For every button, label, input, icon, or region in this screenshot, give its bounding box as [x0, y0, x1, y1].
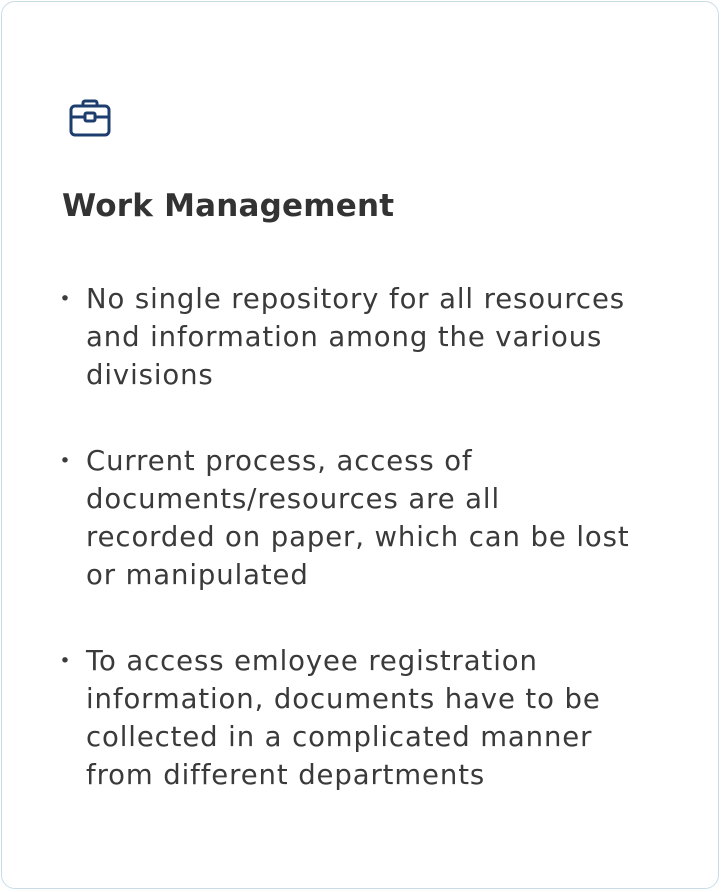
card-title: Work Management	[62, 188, 395, 224]
work-management-card	[1, 1, 719, 889]
bullet-text: To access emloyee registration information, documents have to be collected in a complicated manner from different departments	[86, 645, 601, 791]
bullet-text: No single repository for all resources and information among the various divisions	[86, 283, 625, 391]
bullet-list	[58, 280, 698, 842]
list-item	[58, 442, 698, 594]
list-item	[58, 280, 698, 394]
bullet-point-icon: •	[59, 450, 71, 472]
bullet-text: Current process, access of documents/resources are all recorded on paper, which can be lost or manipulated	[86, 445, 630, 591]
bullet-point-icon: •	[59, 288, 71, 310]
briefcase-icon	[68, 98, 112, 140]
list-item	[58, 642, 698, 794]
bullet-point-icon: •	[59, 650, 71, 672]
